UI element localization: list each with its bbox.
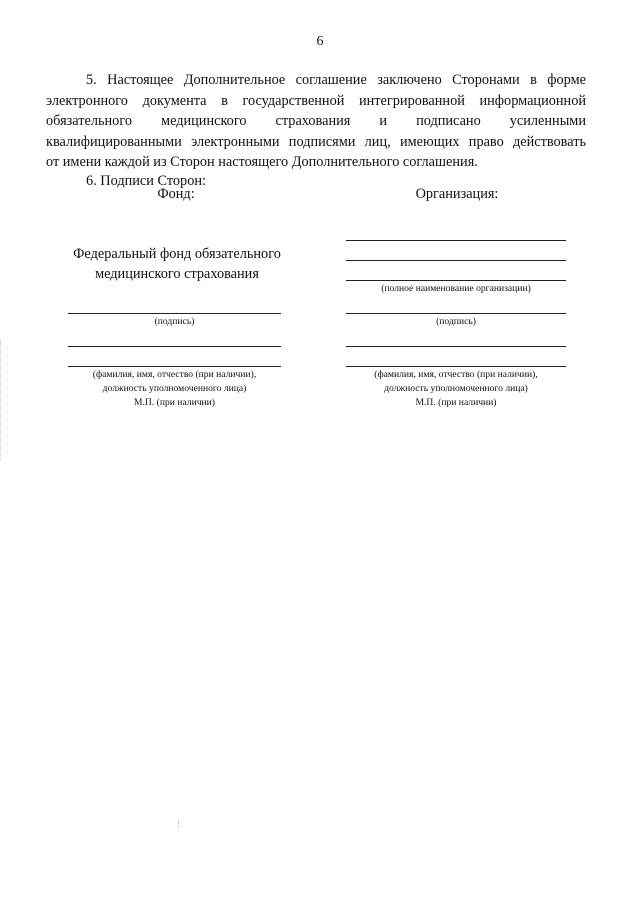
fund-heading: Фонд: bbox=[157, 186, 195, 202]
clause-5-line-3: обязательного медицинского страхования и подписано усиленными bbox=[46, 113, 586, 129]
fund-name-line-1: Федеральный фонд обязательного bbox=[73, 246, 281, 262]
org-name-caption: (полное наименование организации) bbox=[381, 283, 531, 294]
scan-margin-artifact bbox=[0, 340, 4, 460]
org-signature-line bbox=[346, 313, 566, 314]
fund-person-caption-line-2: должность уполномоченного лица) bbox=[102, 383, 247, 394]
org-person-caption-line-2: должность уполномоченного лица) bbox=[384, 383, 528, 394]
fund-name-line-2: медицинского страхования bbox=[95, 266, 259, 282]
org-person-line-1 bbox=[346, 346, 566, 347]
org-person-line-2 bbox=[346, 366, 566, 367]
org-person-caption-line-1: (фамилия, имя, отчество (при наличии), bbox=[374, 369, 538, 380]
fund-name bbox=[52, 244, 302, 284]
org-person-caption bbox=[330, 368, 582, 410]
fund-person-caption bbox=[48, 368, 301, 410]
org-signature-caption: (подпись) bbox=[436, 316, 476, 327]
fund-signature-caption: (подпись) bbox=[154, 316, 195, 327]
clause-5-line-4: квалифицированными электронными подписями лиц, имеющих право действовать bbox=[46, 133, 586, 150]
fund-person-line-2 bbox=[68, 366, 281, 367]
fund-person-caption-line-1: (фамилия, имя, отчество (при наличии), bbox=[92, 369, 257, 380]
clause-5-line-1: 5. Настоящее Дополнительное соглашение заключено Сторонами в форме bbox=[86, 72, 586, 88]
page-number: 6 bbox=[316, 34, 324, 49]
organization-heading: Организация: bbox=[415, 186, 499, 202]
org-name-line-1 bbox=[346, 240, 566, 241]
org-name-line-2 bbox=[346, 260, 566, 261]
fund-seal-caption: М.П. (при наличии) bbox=[134, 397, 215, 408]
clause-6-heading: 6. Подписи Сторон: bbox=[86, 173, 206, 189]
org-seal-caption: М.П. (при наличии) bbox=[415, 397, 497, 408]
clause-5-paragraph bbox=[46, 70, 586, 173]
clause-5-line-2: электронного документа в государственной интегрированной информационной bbox=[46, 92, 586, 109]
scan-speck bbox=[178, 820, 180, 828]
fund-signature-line bbox=[68, 313, 281, 314]
org-name-line-3 bbox=[346, 280, 566, 281]
clause-5-line-5: от имени каждой из Сторон настоящего Дополнительного соглашения. bbox=[46, 154, 478, 170]
fund-person-line-1 bbox=[68, 346, 281, 347]
